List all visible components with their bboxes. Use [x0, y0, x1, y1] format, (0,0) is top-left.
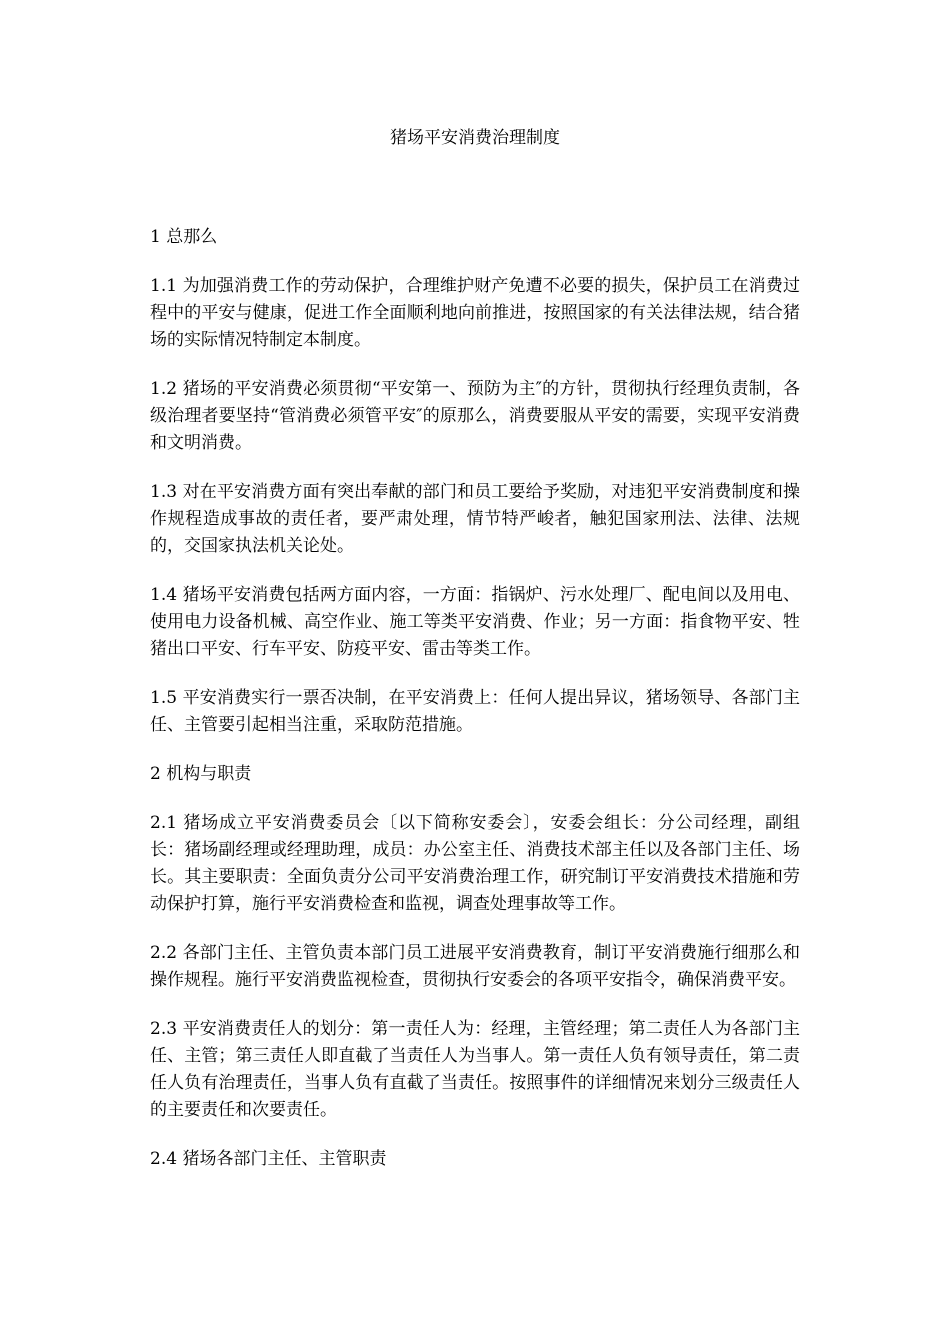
document-body	[150, 224, 800, 1195]
section-heading-1: 1 总那么	[150, 227, 218, 247]
paragraph-1-1: 1.1 为加强消费工作的劳动保护，合理维护财产免遭不必要的损失，保护员工在消费过程中的平安与健康，促进工作全面顺利地向前推进，按照国家的有关法律法规，结合猪场的实际情况特制定本制度。	[150, 276, 800, 350]
paragraph-2-4: 2.4 猪场各部门主任、主管职责	[150, 1149, 387, 1169]
paragraph-2-2: 2.2 各部门主任、主管负责本部门员工进展平安消费教育，制订平安消费施行细那么和操作规程。施行平安消费监视检查，贯彻执行安委会的各项平安指令，确保消费平安。	[150, 943, 800, 990]
paragraph-1-2: 1.2 猪场的平安消费必须贯彻“平安第一、预防为主″的方针，贯彻执行经理负责制，各级治理者要坚持“管消费必须管平安″的原那么，消费要服从平安的需要，实现平安消费和文明消费。	[150, 379, 800, 453]
section-heading-2: 2 机构与职责	[150, 764, 252, 784]
paragraph-1-5: 1.5 平安消费实行一票否决制，在平安消费上：任何人提出异议，猪场领导、各部门主任、主管要引起相当注重，采取防范措施。	[150, 688, 800, 735]
paragraph-1-4: 1.4 猪场平安消费包括两方面内容，一方面：指锅炉、污水处理厂、配电间以及用电、使用电力设备机械、高空作业、施工等类平安消费、作业；另一方面：指食物平安、牲猪出口平安、行车平安、防疫平安、雷击等类工作。	[150, 585, 800, 659]
paragraph-2-3: 2.3 平安消费责任人的划分：第一责任人为：经理，主管经理；第二责任人为各部门主任、主管；第三责任人即直截了当责任人为当事人。第一责任人负有领导责任，第二责任人负有治理责任，当事人负有直截了当责任。按照事件的详细情况来划分三级责任人的主要责任和次要责任。	[150, 1019, 800, 1120]
document-title: 猪场平安消费治理制度	[390, 128, 560, 148]
paragraph-1-3: 1.3 对在平安消费方面有突出奉献的部门和员工要给予奖励，对违犯平安消费制度和操作规程造成事故的责任者，要严肃处理，情节特严峻者，触犯国家刑法、法律、法规的，交国家执法机关论处。	[150, 482, 800, 556]
paragraph-2-1: 2.1 猪场成立平安消费委员会〔以下简称安委会〕，安委会组长：分公司经理，副组长：猪场副经理或经理助理，成员：办公室主任、消费技术部主任以及各部门主任、场长。其主要职责：全面负责分公司平安消费治理工作，研究制订平安消费技术措施和劳动保护打算，施行平安消费检查和监视，调查处理事故等工作。	[150, 813, 800, 914]
